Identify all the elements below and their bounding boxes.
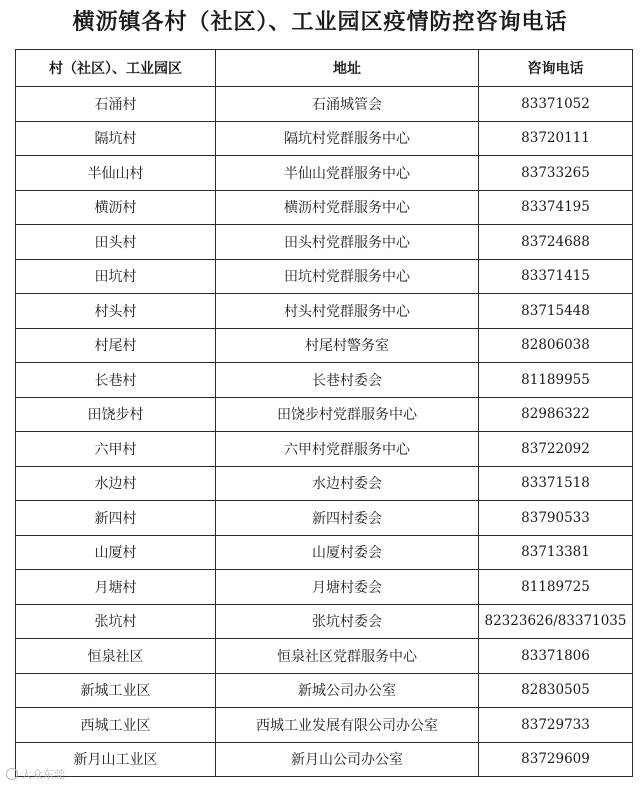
cell-phone: 83715448 xyxy=(479,294,633,329)
table-row xyxy=(16,328,633,363)
cell-phone: 83720111 xyxy=(479,121,633,156)
contact-table xyxy=(15,49,633,777)
cell-address: 山厦村委会 xyxy=(216,535,479,570)
table-row xyxy=(16,363,633,398)
cell-phone: 83722092 xyxy=(479,432,633,467)
cell-village-name: 村头村 xyxy=(16,294,216,329)
cell-phone: 82830505 xyxy=(479,673,633,708)
table-row xyxy=(16,156,633,191)
cell-address: 田头村党群服务中心 xyxy=(216,225,479,260)
cell-phone: 82986322 xyxy=(479,397,633,432)
table-row xyxy=(16,259,633,294)
cell-address: 新月山公司办公室 xyxy=(216,742,479,777)
cell-address: 半仙山党群服务中心 xyxy=(216,156,479,191)
table-row xyxy=(16,570,633,605)
table-row xyxy=(16,742,633,777)
table-row xyxy=(16,535,633,570)
cell-phone: 83371415 xyxy=(479,259,633,294)
cell-village-name: 长巷村 xyxy=(16,363,216,398)
cell-address: 六甲村党群服务中心 xyxy=(216,432,479,467)
table-row xyxy=(16,501,633,536)
cell-address: 村头村党群服务中心 xyxy=(216,294,479,329)
cell-village-name: 田头村 xyxy=(16,225,216,260)
cell-address: 新四村委会 xyxy=(216,501,479,536)
table-row xyxy=(16,604,633,639)
cell-address: 隔坑村党群服务中心 xyxy=(216,121,479,156)
cell-village-name: 西城工业区 xyxy=(16,708,216,743)
table-row xyxy=(16,397,633,432)
cell-village-name: 六甲村 xyxy=(16,432,216,467)
page-title: 横沥镇各村（社区）、工业园区疫情防控咨询电话 xyxy=(72,10,568,35)
cell-phone: 81189955 xyxy=(479,363,633,398)
cell-address: 西城工业发展有限公司办公室 xyxy=(216,708,479,743)
cell-village-name: 田饶步村 xyxy=(16,397,216,432)
table-row xyxy=(16,190,633,225)
cell-village-name: 隔坑村 xyxy=(16,121,216,156)
table-body xyxy=(16,87,633,777)
table-row xyxy=(16,294,633,329)
cell-village-name: 新四村 xyxy=(16,501,216,536)
table-row xyxy=(16,121,633,156)
cell-address: 石涌城管会 xyxy=(216,87,479,122)
cell-phone: 83729733 xyxy=(479,708,633,743)
camera-logo-icon xyxy=(6,768,18,780)
cell-address: 村尾村警务室 xyxy=(216,328,479,363)
cell-address: 新城公司办公室 xyxy=(216,673,479,708)
cell-phone: 83724688 xyxy=(479,225,633,260)
header-address: 地址 xyxy=(216,50,479,87)
cell-phone: 81189725 xyxy=(479,570,633,605)
cell-address: 田饶步村党群服务中心 xyxy=(216,397,479,432)
table-row xyxy=(16,225,633,260)
cell-village-name: 张坑村 xyxy=(16,604,216,639)
cell-phone: 83733265 xyxy=(479,156,633,191)
cell-address: 长巷村委会 xyxy=(216,363,479,398)
cell-village-name: 村尾村 xyxy=(16,328,216,363)
cell-phone: 83371052 xyxy=(479,87,633,122)
cell-village-name: 水边村 xyxy=(16,466,216,501)
cell-village-name: 横沥村 xyxy=(16,190,216,225)
cell-village-name: 石涌村 xyxy=(16,87,216,122)
cell-village-name: 田坑村 xyxy=(16,259,216,294)
cell-address: 月塘村委会 xyxy=(216,570,479,605)
table-row xyxy=(16,639,633,674)
cell-phone: 83374195 xyxy=(479,190,633,225)
header-village: 村（社区）、工业园区 xyxy=(16,50,216,87)
cell-village-name: 新城工业区 xyxy=(16,673,216,708)
header-phone: 咨询电话 xyxy=(479,50,633,87)
cell-address: 田坑村党群服务中心 xyxy=(216,259,479,294)
watermark-text: 大众东莞 xyxy=(21,768,65,781)
cell-village-name: 新月山工业区 xyxy=(16,742,216,777)
cell-phone: 83371806 xyxy=(479,639,633,674)
table-header-row xyxy=(16,50,633,87)
cell-phone: 83729609 xyxy=(479,742,633,777)
cell-village-name: 山厦村 xyxy=(16,535,216,570)
table-row xyxy=(16,87,633,122)
cell-village-name: 半仙山村 xyxy=(16,156,216,191)
cell-phone: 83371518 xyxy=(479,466,633,501)
table-row xyxy=(16,708,633,743)
cell-phone: 82806038 xyxy=(479,328,633,363)
cell-address: 水边村委会 xyxy=(216,466,479,501)
cell-village-name: 月塘村 xyxy=(16,570,216,605)
cell-address: 恒泉社区党群服务中心 xyxy=(216,639,479,674)
cell-phone: 83790533 xyxy=(479,501,633,536)
cell-phone: 83713381 xyxy=(479,535,633,570)
cell-address: 横沥村党群服务中心 xyxy=(216,190,479,225)
cell-address: 张坑村委会 xyxy=(216,604,479,639)
table-row xyxy=(16,466,633,501)
table-row xyxy=(16,432,633,467)
cell-village-name: 恒泉社区 xyxy=(16,639,216,674)
table-row xyxy=(16,673,633,708)
watermark xyxy=(6,766,65,782)
cell-phone: 82323626/83371035 xyxy=(479,604,633,639)
